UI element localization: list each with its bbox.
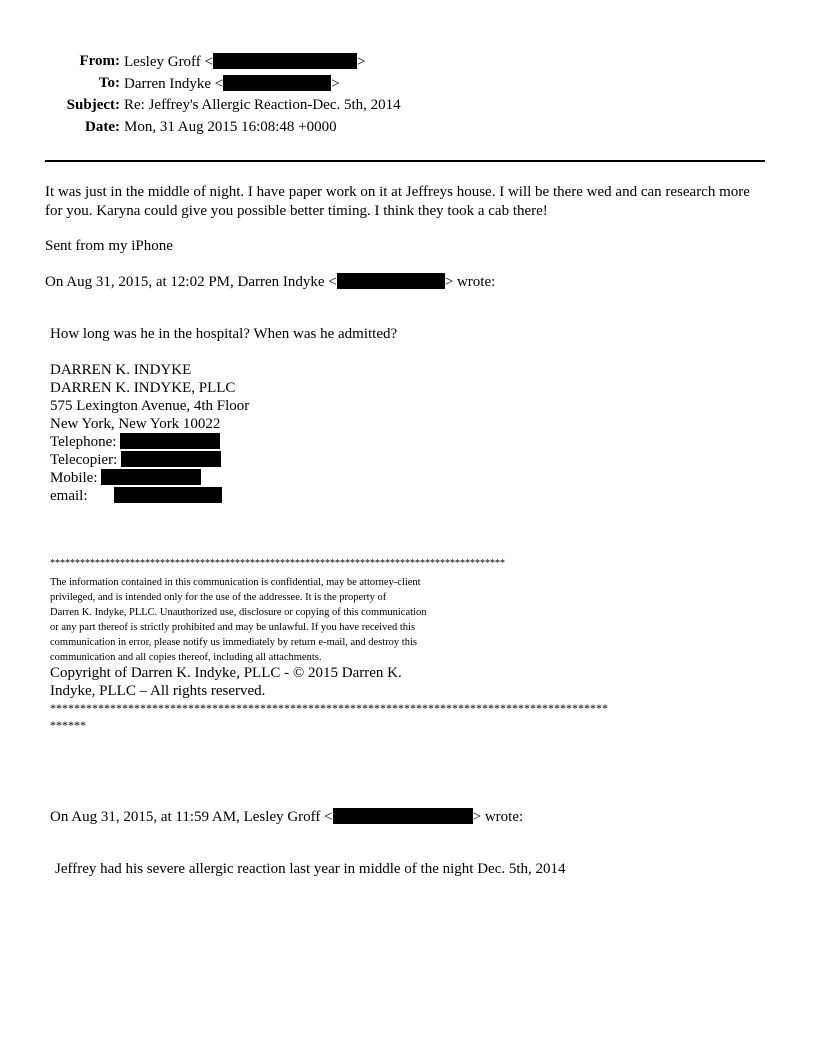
signature-firm: DARREN K. INDYKE, PLLC bbox=[50, 380, 236, 396]
disclaimer-line: communication and all copies thereof, including all attachments. bbox=[50, 652, 322, 663]
quote-intro-2 bbox=[50, 808, 523, 827]
from-close: > bbox=[357, 54, 366, 70]
quoted-question: How long was he in the hospital? When was he admitted? bbox=[50, 326, 398, 342]
from-row bbox=[0, 53, 700, 75]
date-value: Mon, 31 Aug 2015 16:08:48 +0000 bbox=[124, 119, 337, 135]
reply-signoff: Sent from my iPhone bbox=[45, 238, 173, 254]
signature-address-2: New York, New York 10022 bbox=[50, 416, 221, 432]
signature-telecopier bbox=[50, 451, 221, 470]
subject-label: Subject: bbox=[66, 97, 120, 113]
telephone-label: Telephone: bbox=[50, 434, 117, 450]
copyright-line-1: Copyright of Darren K. Indyke, PLLC - © 2015 Darren K. bbox=[50, 665, 402, 681]
signature-name: DARREN K. INDYKE bbox=[50, 362, 192, 378]
to-name: Darren Indyke < bbox=[124, 76, 224, 92]
redacted-from-email bbox=[213, 53, 357, 69]
from-label: From: bbox=[79, 53, 120, 69]
redacted-indyke-email bbox=[337, 273, 445, 289]
disclaimer-line: The information contained in this communication is confidential, may be attorney-client bbox=[50, 577, 421, 588]
disclaimer-line: or any part thereof is strictly prohibited and may be unlawful. If you have received this bbox=[50, 622, 416, 633]
signature-address-1: 575 Lexington Avenue, 4th Floor bbox=[50, 398, 250, 414]
stars-line-1: ********************************************************************************************* bbox=[50, 701, 608, 715]
quote-intro-2-suffix: > wrote: bbox=[472, 809, 524, 825]
original-message-body: Jeffrey had his severe allergic reaction last year in middle of the night Dec. 5th, 2014 bbox=[55, 861, 566, 877]
disclaimer-stars-top: ******************************************************************************************* bbox=[50, 558, 505, 569]
disclaimer-text bbox=[50, 575, 426, 665]
redacted-telecopier bbox=[121, 451, 221, 467]
to-close: > bbox=[331, 76, 340, 92]
signature-email bbox=[50, 487, 222, 506]
copyright-line-2: Indyke, PLLC – All rights reserved. bbox=[50, 683, 266, 699]
subject-row bbox=[0, 97, 700, 119]
redacted-telephone bbox=[120, 433, 220, 449]
subject-value: Re: Jeffrey's Allergic Reaction-Dec. 5th, 2014 bbox=[124, 97, 401, 113]
to-row bbox=[0, 75, 700, 97]
stars-line-2: ****** bbox=[50, 718, 86, 732]
copyright bbox=[50, 664, 402, 700]
redacted-mobile bbox=[101, 469, 201, 485]
quote-intro-1 bbox=[45, 273, 495, 292]
quote-intro-1-text: On Aug 31, 2015, at 12:02 PM, Darren Indyke < bbox=[45, 274, 337, 290]
reply-body: It was just in the middle of night. I have paper work on it at Jeffreys house. I will be there wed and can research more for you. Karyna could give you possible better timing. I think they took a cab there! bbox=[45, 184, 750, 219]
from-name: Lesley Groff < bbox=[124, 54, 213, 70]
signature-mobile bbox=[50, 469, 201, 488]
disclaimer-stars-bottom bbox=[50, 700, 608, 734]
redacted-to-email bbox=[223, 75, 331, 91]
email-label: email: bbox=[50, 488, 88, 504]
quote-intro-2-text: On Aug 31, 2015, at 11:59 AM, Lesley Groff < bbox=[50, 809, 333, 825]
from-value bbox=[124, 53, 365, 71]
header-divider bbox=[45, 160, 765, 162]
disclaimer-line: privileged, and is intended only for the use of the addressee. It is the property of bbox=[50, 592, 387, 603]
telecopier-label: Telecopier: bbox=[50, 452, 118, 468]
mobile-label: Mobile: bbox=[50, 470, 98, 486]
disclaimer-line: communication in error, please notify us immediately by return e-mail, and destroy this bbox=[50, 637, 417, 648]
signature-telephone bbox=[50, 433, 220, 452]
disclaimer-line: Darren K. Indyke, PLLC. Unauthorized use, disclosure or copying of this communication bbox=[50, 607, 427, 618]
redacted-groff-email bbox=[333, 808, 473, 824]
to-label: To: bbox=[98, 75, 120, 91]
quote-intro-1-suffix: > wrote: bbox=[444, 274, 496, 290]
to-value bbox=[124, 75, 340, 93]
date-row bbox=[0, 119, 700, 141]
date-label: Date: bbox=[85, 119, 120, 135]
redacted-email bbox=[114, 487, 222, 503]
